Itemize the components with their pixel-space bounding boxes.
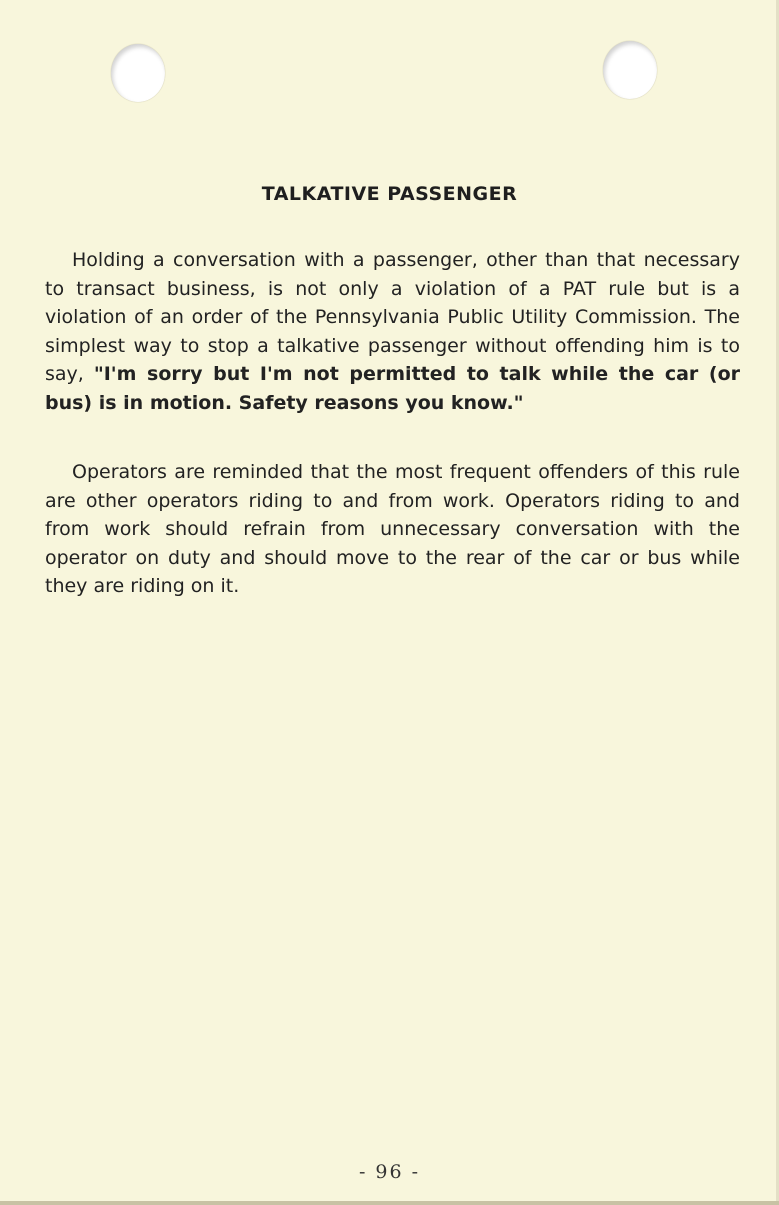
paragraph-1-text: Holding a conversation with a passenger, other than that necessary to transact business, is not only a violation of a PAT rule but is a violation of an order of the Pennsylvania Public Utility Commission. The simplest way to stop a talkative passenger without offending him is to say,	[45, 249, 740, 385]
page-title: TALKATIVE PASSENGER	[261, 183, 518, 205]
punch-hole-right	[603, 41, 657, 99]
paragraph-1-quote: "I'm sorry but I'm not permitted to talk while the car (or bus) is in motion. Safety reasons you know."	[45, 363, 740, 414]
punch-hole-left	[111, 44, 165, 102]
paragraph-1	[45, 246, 740, 417]
paper-edge-bottom	[0, 1201, 779, 1205]
paragraph-2: Operators are reminded that the most frequent offenders of this rule are other operators riding to and from work. Operators riding to and from work should refrain from unnecessary conversation with the operator on duty and should move to the rear of the car or bus while they are riding on it.	[45, 461, 740, 597]
page-number: - 96 -	[358, 1161, 421, 1183]
